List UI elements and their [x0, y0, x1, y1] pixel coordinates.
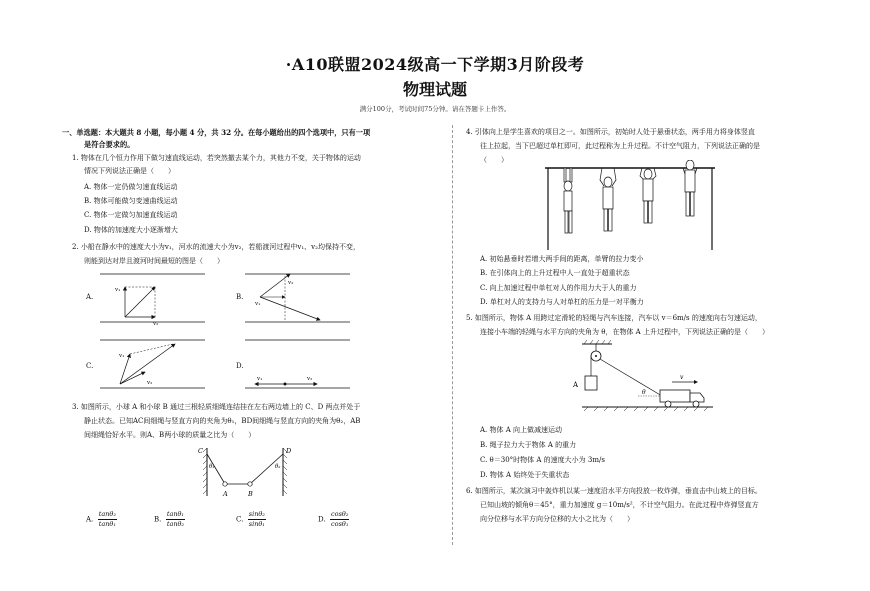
- q3-label-b: B: [248, 490, 253, 498]
- q6-line2: 已知山坡的倾角θ＝45°，重力加速度 g＝10m/s²，不计空气阻力。在此过程中炸弹竖直方: [480, 501, 759, 509]
- q5-option-a: A. 物体 A 向上做减速运动: [480, 426, 563, 434]
- q4-option-c: C. 向上加速过程中单杠对人的作用力大于人的重力: [480, 284, 637, 292]
- q2c-v1: v₁: [119, 353, 125, 359]
- q3-label-a: A: [223, 490, 228, 498]
- q3-theta2: θ₂: [275, 464, 281, 470]
- q5-figure: [568, 340, 718, 416]
- q2-label-d: D.: [236, 362, 244, 370]
- section1-line2: 是符合要求的。: [84, 140, 135, 149]
- q2-figures: [95, 262, 445, 402]
- q2b-v1: v₁: [255, 301, 261, 307]
- q3-line3: 间细绳恰好水平。则A、B两小球的质量之比为（ ）: [84, 431, 256, 439]
- section1-line1: 一、单选题：本大题共 8 小题，每小题 4 分，共 32 分。在每小题给出的四个选项中，只有一项: [62, 128, 371, 137]
- q5-theta: θ: [642, 389, 646, 396]
- q5-option-b: B. 绳子拉力大于物体 A 的重力: [480, 441, 577, 449]
- q2-label-b: B.: [236, 293, 244, 301]
- q4-line1: 4. 引体向上是学生喜欢的项目之一。如图所示，初始时人处于悬垂状态，两手用力将身体竖直: [466, 128, 755, 136]
- q3-label-c: C: [198, 447, 203, 455]
- q1-option-a: A. 物体一定仍做匀速直线运动: [84, 183, 178, 191]
- exam-note: 满分100分，考试时间75分钟。请在答题卡上作答。: [359, 105, 511, 113]
- q3-option-b: B. $\frac{\text{tanθ₁}}{\text{tanθ₂}}$: [154, 510, 185, 528]
- q4-line3: （ ）: [480, 156, 508, 164]
- q6-line3: 向分位移与水平方向分位移的大小之比为（ ）: [480, 515, 634, 523]
- q2-figure-a: [100, 274, 205, 327]
- q4-line2: 往上拉起，当下巴超过单杠即可，此过程称为上升过程。不计空气阻力，下列说法正确的是: [480, 142, 760, 150]
- exam-title: ·A10联盟2024级高一下学期3月阶段考: [285, 55, 585, 74]
- q2-line2: 则能到达对岸且渡河时间最短的图是（ ）: [84, 257, 224, 265]
- q6-line1: 6. 如图所示，某次演习中轰炸机以某一速度沿水平方向投放一枚炸弹，垂直击中山坡上的目标。: [466, 487, 762, 495]
- q3-theta1: θ₁: [209, 464, 215, 470]
- q3-line1: 3. 如图所示，小球 A 和小球 B 通过三根轻质细绳连结挂在左右两边墙上的 C、D 两点并处于: [72, 403, 361, 411]
- exam-subject: 物理试题: [402, 80, 467, 99]
- q2d-v1: v₁: [257, 376, 263, 382]
- q4-figure: [540, 160, 720, 252]
- q2-line1: 2. 小船在静水中的速度大小为v₁，河水的流速大小为v₂，若船渡河过程中v₁、v₂均保持不变，: [72, 243, 360, 251]
- q1-option-b: B. 物体可能做匀变速曲线运动: [84, 197, 178, 205]
- q4-option-a: A. 初始悬垂时若增大两手间的距离，单臂的拉力变小: [480, 255, 644, 263]
- q2-figure-b: [245, 274, 350, 322]
- q2a-v1: v₁: [115, 287, 121, 293]
- q1-line2: 情况下列说法正确是（ ）: [84, 167, 175, 175]
- q3-label-d: D: [286, 447, 292, 455]
- q5-line2: 连接小车端的轻绳与水平方向的夹角为 θ，在物体 A 上升过程中，下列说法正确的是（ ）: [480, 328, 769, 336]
- q3-option-d: D. $\frac{\text{cosθ₂}}{\text{cosθ₁}}$: [318, 510, 349, 528]
- q4-option-d: D. 单杠对人的支持力与人对单杠的压力是一对平衡力: [480, 298, 644, 306]
- q5-v: v: [680, 374, 684, 381]
- q1-option-c: C. 物体一定做匀加速直线运动: [84, 211, 178, 219]
- q2d-v2: v₂: [307, 376, 313, 382]
- q3-line2: 静止状态。已知AC间细绳与竖直方向的夹角为θ₁，BD间细绳与竖直方向的夹角为θ₂，AB: [84, 417, 361, 425]
- q2a-v2: v₂: [153, 321, 159, 327]
- q2-figure-c: [100, 340, 205, 388]
- q5-line1: 5. 如图所示，物体 A 用跨过定滑轮的轻绳与汽车连接，汽车以 v＝6m/s 的速度向右匀速运动，: [466, 314, 762, 322]
- q3-option-c: C. $\frac{\text{sinθ₂}}{\text{sinθ₁}}$: [236, 510, 265, 528]
- q5-option-d: D. 物体 A 始终处于失重状态: [480, 471, 570, 479]
- q5-option-c: C. θ＝30°时物体 A 的速度大小为 3m/s: [480, 456, 605, 464]
- q1-line1: 1. 物体在几个恒力作用下做匀速直线运动，若突然撤去某个力，其他力不变，关于物体的运动: [72, 154, 361, 162]
- q2c-v2: v₂: [147, 380, 153, 386]
- q1-option-d: D. 物体的加速度大小逐渐增大: [84, 226, 178, 234]
- q3-option-a: A. $\frac{\text{tanθ₂}}{\text{tanθ₁}}$: [86, 510, 116, 528]
- q2-label-a: A.: [86, 293, 94, 301]
- q2-figure-d: [245, 340, 350, 388]
- q5-label-a: A: [573, 381, 579, 389]
- q2b-v2: v₂: [288, 280, 294, 286]
- q3-figure: [195, 444, 295, 500]
- q4-option-b: B. 在引体向上的上升过程中人一直处于超重状态: [480, 269, 630, 277]
- column-divider: [452, 125, 453, 545]
- q2-label-c: C.: [86, 362, 94, 370]
